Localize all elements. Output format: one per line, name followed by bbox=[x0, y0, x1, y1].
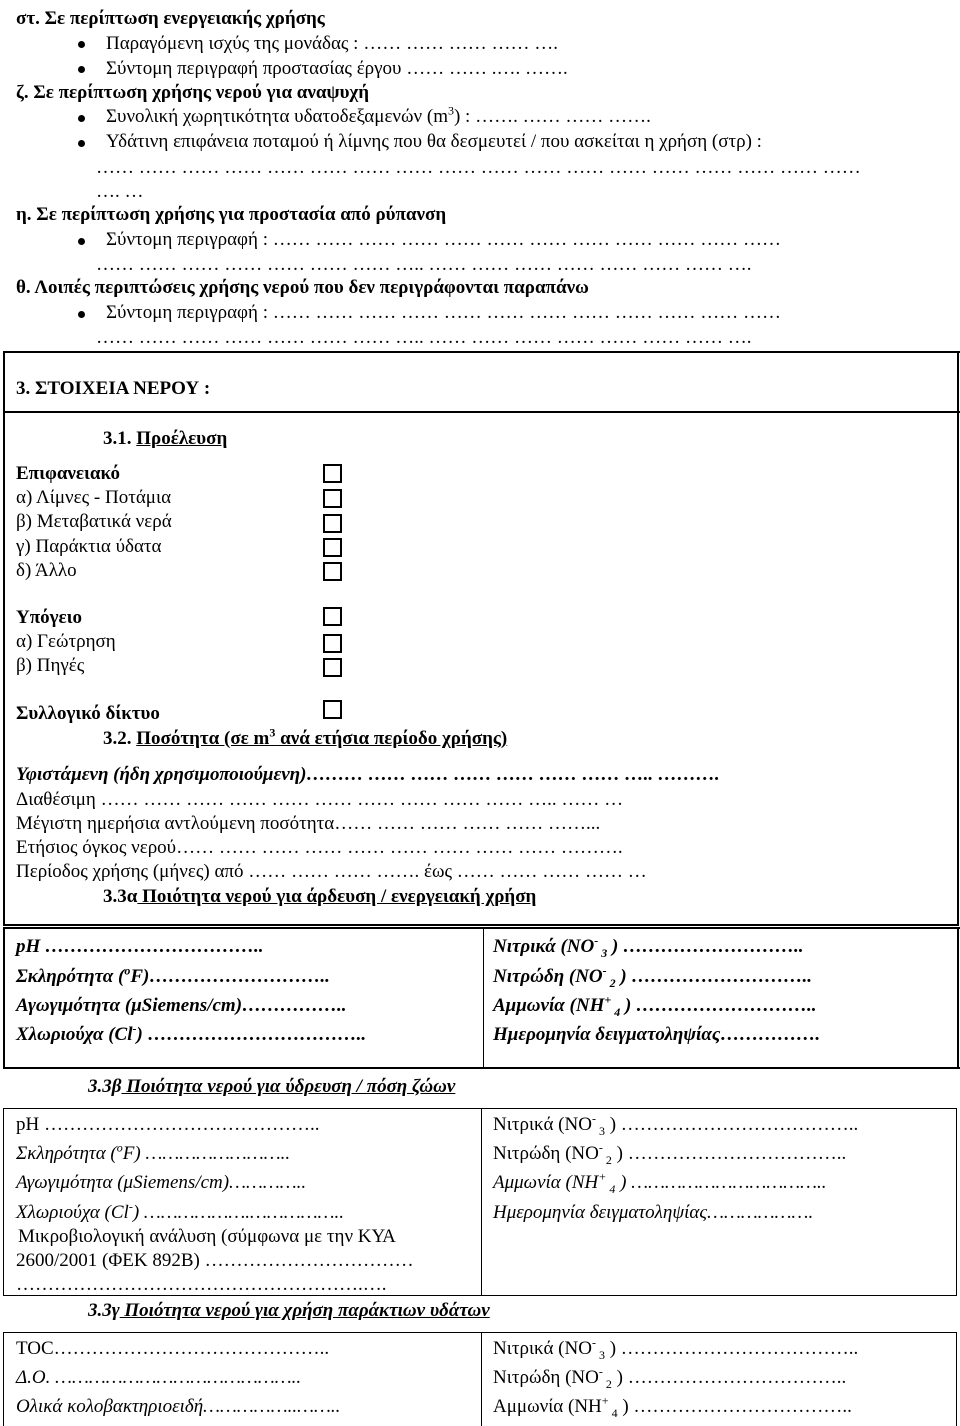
other-heading: θ. Λοιπές περιπτώσεις χρήσης νερού που δεν περιγράφονται παραπάνω bbox=[16, 277, 589, 298]
minus-sup: - bbox=[128, 1199, 133, 1214]
drk-hardness-label: Σκληρότητα ( bbox=[16, 1143, 117, 1164]
drk-hardness-dots: F) …………………….. bbox=[122, 1143, 291, 1164]
bullet-icon bbox=[78, 41, 85, 48]
drk-chloride-field[interactable] bbox=[16, 1199, 345, 1224]
irr-ammonia-dots: ) ……………………….. bbox=[620, 995, 817, 1016]
lakes-rivers-checkbox[interactable] bbox=[323, 489, 342, 508]
springs-checkbox[interactable] bbox=[323, 658, 342, 677]
other-description-dots[interactable]: …… …… …… …… …… …… …… ….. …… …… …… …… …… …… …… …. bbox=[96, 327, 752, 348]
section3-title: 3. ΣΤΟΙΧΕΙΑ ΝΕΡΟΥ : bbox=[16, 378, 211, 399]
minus-sup: - bbox=[594, 933, 599, 948]
irr-nitrite-dots: ) ……………………….. bbox=[615, 966, 812, 987]
available-quantity-field[interactable]: Διαθέσιμη …… …… …… …… …… …… …… …… …… …… ….. …… … bbox=[16, 789, 624, 810]
cst-do-field[interactable]: Δ.Ο. …………………………………….. bbox=[16, 1367, 302, 1388]
irr-ammonia-field[interactable] bbox=[493, 992, 817, 1019]
degree-sup: o bbox=[124, 963, 131, 978]
pollution-description-dots[interactable]: …… …… …… …… …… …… …… ….. …… …… …… …… …… …… …… …. bbox=[96, 254, 752, 275]
irr-ph-field[interactable]: pH …………………………….. bbox=[16, 936, 264, 957]
max-daily-field[interactable]: Μέγιστη ημερήσια αντλούμενη ποσότητα…… …… …… …… …… ……... bbox=[16, 813, 601, 834]
surface-transitional-label: β) Μεταβατικά νερά bbox=[16, 511, 172, 532]
energy-heading: στ. Σε περίπτωση ενεργειακής χρήσης bbox=[16, 8, 325, 29]
subscript: 3 bbox=[595, 1347, 605, 1362]
cooling-surface-dots-2[interactable]: …. … bbox=[96, 181, 144, 202]
section-left-border bbox=[3, 351, 5, 926]
minus-sup: - bbox=[598, 1364, 603, 1379]
cst-ammonia-dots: ) …………………………….. bbox=[617, 1396, 852, 1417]
drk-ammonia-label: Αμμωνία (ΝΗ bbox=[493, 1172, 599, 1193]
existing-quantity-field[interactable]: Υφιστάμενη (ήδη χρησιμοποιούμενη)……… …… …… …… …… …… …… ….. ………. bbox=[16, 764, 720, 785]
surface-other-label: δ) Άλλο bbox=[16, 560, 77, 581]
quantity-title bbox=[103, 725, 508, 750]
plus-sup: + bbox=[601, 1393, 609, 1408]
irr-hardness-dots: F)……………………….. bbox=[130, 966, 330, 987]
cooling-capacity-label: Συνολική χωρητικότητα υδατοδεξαμενών (m bbox=[106, 106, 448, 127]
irr-hardness-label: Σκληρότητα ( bbox=[16, 966, 125, 987]
quantity-title-text bbox=[136, 725, 508, 749]
cubic-sup: 3 bbox=[447, 103, 454, 118]
cst-coliform-field[interactable]: Ολικά κολοβακτηριοειδή……………..…….. bbox=[16, 1396, 341, 1417]
quantity-title-post: ανά ετήσια περίοδο χρήσης) bbox=[275, 728, 508, 749]
drinking-number: 3.3β bbox=[88, 1076, 122, 1097]
other-checkbox[interactable] bbox=[323, 562, 342, 581]
minus-sup: - bbox=[591, 1335, 596, 1350]
cooling-capacity-field[interactable] bbox=[106, 103, 651, 128]
drinking-table-right bbox=[956, 1108, 957, 1296]
ground-borehole-label: α) Γεώτρηση bbox=[16, 631, 116, 652]
plus-sup: + bbox=[604, 992, 612, 1007]
drk-conductivity-field[interactable]: Αγωγιμότητα (μSiemens/cm)………….. bbox=[16, 1172, 307, 1193]
pollution-description-field[interactable]: Σύντομη περιγραφή : …… …… …… …… …… …… …… …… …… …… …… …… bbox=[106, 229, 781, 250]
network-heading: Συλλογικό δίκτυο bbox=[16, 703, 160, 724]
origin-title-text: Προέλευση bbox=[136, 428, 228, 449]
subscript: 4 bbox=[611, 1004, 621, 1019]
surface-coastal-label: γ) Παράκτια ύδατα bbox=[16, 536, 162, 557]
bullet-icon bbox=[78, 238, 85, 245]
irr-ammonia-label: Αμμωνία (ΝΗ bbox=[493, 995, 605, 1016]
bullet-icon bbox=[78, 311, 85, 318]
transitional-checkbox[interactable] bbox=[323, 514, 342, 533]
irrigation-table-divider bbox=[483, 928, 484, 1067]
subscript: 4 bbox=[608, 1405, 618, 1420]
origin-title bbox=[103, 428, 227, 450]
section-title-border bbox=[3, 411, 960, 413]
cst-nitrate-field[interactable] bbox=[493, 1335, 859, 1362]
minus-sup: - bbox=[598, 1140, 603, 1155]
subscript: 2 bbox=[602, 1152, 612, 1167]
quantity-number: 3.2. bbox=[103, 728, 132, 749]
irr-nitrate-dots: ) ……………………….. bbox=[607, 936, 804, 957]
drk-ph-field[interactable]: pH …………………………………….. bbox=[16, 1114, 320, 1135]
network-checkbox[interactable] bbox=[323, 700, 342, 719]
cst-nitrite-dots: ) …………………………….. bbox=[611, 1367, 847, 1388]
origin-number: 3.1. bbox=[103, 428, 132, 449]
drk-chloride-label: Χλωριούχα (Cl bbox=[16, 1202, 129, 1223]
irr-nitrite-field[interactable] bbox=[493, 963, 812, 990]
pollution-heading: η. Σε περίπτωση χρήσης για προστασία από ρύπανση bbox=[16, 204, 447, 225]
cst-ammonia-label: Αμμωνία (ΝΗ bbox=[493, 1396, 602, 1417]
subscript: 2 bbox=[602, 1376, 612, 1391]
drk-nitrite-field[interactable] bbox=[493, 1140, 847, 1167]
energy-protection-field[interactable]: Σύντομη περιγραφή προστασίας έργου …… …… .…. ……. bbox=[106, 58, 568, 79]
other-description-field[interactable]: Σύντομη περιγραφή : …… …… …… …… …… …… …… …… …… …… …… …… bbox=[106, 302, 781, 323]
borehole-checkbox[interactable] bbox=[323, 634, 342, 653]
irrigation-number: 3.3α bbox=[103, 886, 138, 907]
cst-nitrate-label: Νιτρικά (ΝΟ bbox=[493, 1338, 592, 1359]
section-right-border bbox=[957, 351, 959, 926]
surface-lakes-rivers-label: α) Λίμνες - Ποτάμια bbox=[16, 487, 172, 508]
irr-hardness-field[interactable] bbox=[16, 963, 330, 988]
cst-nitrate-dots: ) ……………………………….. bbox=[604, 1338, 859, 1359]
subscript: 2 bbox=[606, 975, 616, 990]
cooling-capacity-dots: ) : ……. …… …… ……. bbox=[453, 106, 651, 127]
minus-sup: - bbox=[602, 963, 607, 978]
coastal-checkbox[interactable] bbox=[323, 538, 342, 557]
bullet-icon bbox=[78, 115, 85, 122]
usage-period-to: …… …… …… …… … bbox=[456, 861, 647, 882]
ground-springs-label: β) Πηγές bbox=[16, 655, 85, 676]
irrigation-title bbox=[103, 886, 536, 908]
subscript: 4 bbox=[606, 1181, 616, 1196]
surface-heading: Επιφανειακό bbox=[16, 463, 121, 484]
coastal-title bbox=[88, 1300, 490, 1322]
drk-chloride-dots: ) ……………….…………….. bbox=[132, 1202, 345, 1223]
minus-sup: - bbox=[591, 1111, 596, 1126]
irr-chloride-label: Χλωριούχα (Cl bbox=[16, 1024, 133, 1045]
cooling-surface-label: Υδάτινη επιφάνεια ποταμού ή λίμνης που θα δεσμευτεί / που ασκείται η χρήση (στρ) : bbox=[106, 131, 762, 152]
minus-sup: - bbox=[132, 1021, 137, 1036]
surface-checkbox[interactable] bbox=[323, 464, 342, 483]
ground-heading: Υπόγειο bbox=[16, 607, 83, 628]
bullet-icon bbox=[78, 66, 85, 73]
coastal-title-text: Ποιότητα νερού για χρήση παράκτιων υδάτων bbox=[119, 1300, 490, 1321]
section-top-border bbox=[3, 351, 960, 353]
coastal-number: 3.3γ bbox=[88, 1300, 120, 1321]
drk-micro-field[interactable]: 2600/2001 (ΦΕΚ 892Β) …………………………… bbox=[16, 1250, 414, 1271]
coastal-table-divider bbox=[481, 1332, 482, 1426]
usage-period-field[interactable] bbox=[16, 861, 647, 883]
plus-sup: + bbox=[598, 1169, 607, 1184]
usage-period-from: Περίοδος χρήσης (μήνες) από …… …… …… ……. έως bbox=[16, 861, 452, 882]
irr-nitrate-label: Νιτρικά (ΝΟ bbox=[493, 936, 595, 957]
drk-nitrite-dots: ) …………………………….. bbox=[611, 1143, 847, 1164]
drk-micro-dots[interactable]: ……………………………………………….…. bbox=[16, 1274, 387, 1295]
irrigation-table-left bbox=[3, 927, 5, 1068]
irrigation-table-bottom bbox=[3, 1067, 960, 1069]
degree-sup: o bbox=[116, 1140, 123, 1155]
coastal-table-right bbox=[956, 1332, 957, 1426]
drk-nitrate-label: Νιτρικά (ΝΟ bbox=[493, 1114, 592, 1135]
drk-nitrate-field[interactable] bbox=[493, 1111, 859, 1138]
irr-chloride-dots: ) …………………………….. bbox=[136, 1024, 367, 1045]
drk-nitrate-dots: ) ……………………………….. bbox=[604, 1114, 859, 1135]
drk-ammonia-dots: ) …………………………….. bbox=[615, 1172, 827, 1193]
irrigation-table-right bbox=[957, 927, 959, 1068]
drinking-title bbox=[88, 1076, 455, 1098]
drk-nitrite-label: Νιτρώδη (ΝΟ bbox=[493, 1143, 599, 1164]
cooling-surface-dots[interactable]: …… …… …… …… …… …… …… …… …… …… …… …… …… …… …… …… …… …… bbox=[96, 157, 861, 178]
annual-volume-field[interactable]: Ετήσιος όγκος νερού…… …… …… …… …… …… …… …… …… ………. bbox=[16, 837, 623, 858]
irrigation-title-text: Ποιότητα νερού για άρδευση / ενεργειακή χρήση bbox=[137, 886, 537, 907]
ground-checkbox[interactable] bbox=[323, 607, 342, 626]
drk-micro-label: Μικροβιολογική ανάλυση (σύμφωνα με την ΚΥΑ bbox=[18, 1226, 396, 1247]
irr-nitrite-label: Νιτρώδη (ΝΟ bbox=[493, 966, 603, 987]
drinking-title-text: Ποιότητα νερού για ύδρευση / πόση ζώων bbox=[121, 1076, 456, 1097]
energy-power-field[interactable]: Παραγόμενη ισχύς της μονάδας : …… …… …… …… …. bbox=[106, 33, 558, 54]
subscript: 3 bbox=[595, 1123, 605, 1138]
section-bottom-border bbox=[3, 924, 959, 926]
cooling-heading: ζ. Σε περίπτωση χρήσης νερού για αναψυχή bbox=[16, 82, 369, 103]
irr-chloride-field[interactable] bbox=[16, 1021, 367, 1046]
subscript: 3 bbox=[598, 945, 608, 960]
drinking-table-divider bbox=[481, 1108, 482, 1296]
bullet-icon bbox=[78, 140, 85, 147]
drk-date-field[interactable]: Ημερομηνία δειγματοληψίας………………. bbox=[493, 1202, 814, 1223]
cst-toc-field[interactable]: TOC…………………………………….. bbox=[16, 1338, 330, 1359]
cubic-sup: 3 bbox=[269, 725, 276, 740]
drk-ammonia-field[interactable] bbox=[493, 1169, 827, 1196]
irr-nitrate-field[interactable] bbox=[493, 933, 804, 960]
drk-hardness-field[interactable] bbox=[16, 1140, 291, 1165]
cst-nitrite-label: Νιτρώδη (ΝΟ bbox=[493, 1367, 599, 1388]
cst-nitrite-field[interactable] bbox=[493, 1364, 847, 1391]
quantity-title-pre: Ποσότητα (σε m bbox=[136, 728, 270, 749]
coastal-table-left bbox=[3, 1332, 4, 1426]
coastal-table-top bbox=[3, 1332, 957, 1333]
drinking-table-left bbox=[3, 1108, 4, 1296]
drinking-table-top bbox=[3, 1108, 957, 1109]
irr-date-field[interactable]: Ημερομηνία δειγματοληψίας……………. bbox=[493, 1024, 821, 1045]
irrigation-table-top bbox=[3, 927, 960, 929]
irr-conductivity-field[interactable]: Αγωγιμότητα (μSiemens/cm)…………….. bbox=[16, 995, 347, 1016]
cst-ammonia-field[interactable] bbox=[493, 1393, 852, 1420]
